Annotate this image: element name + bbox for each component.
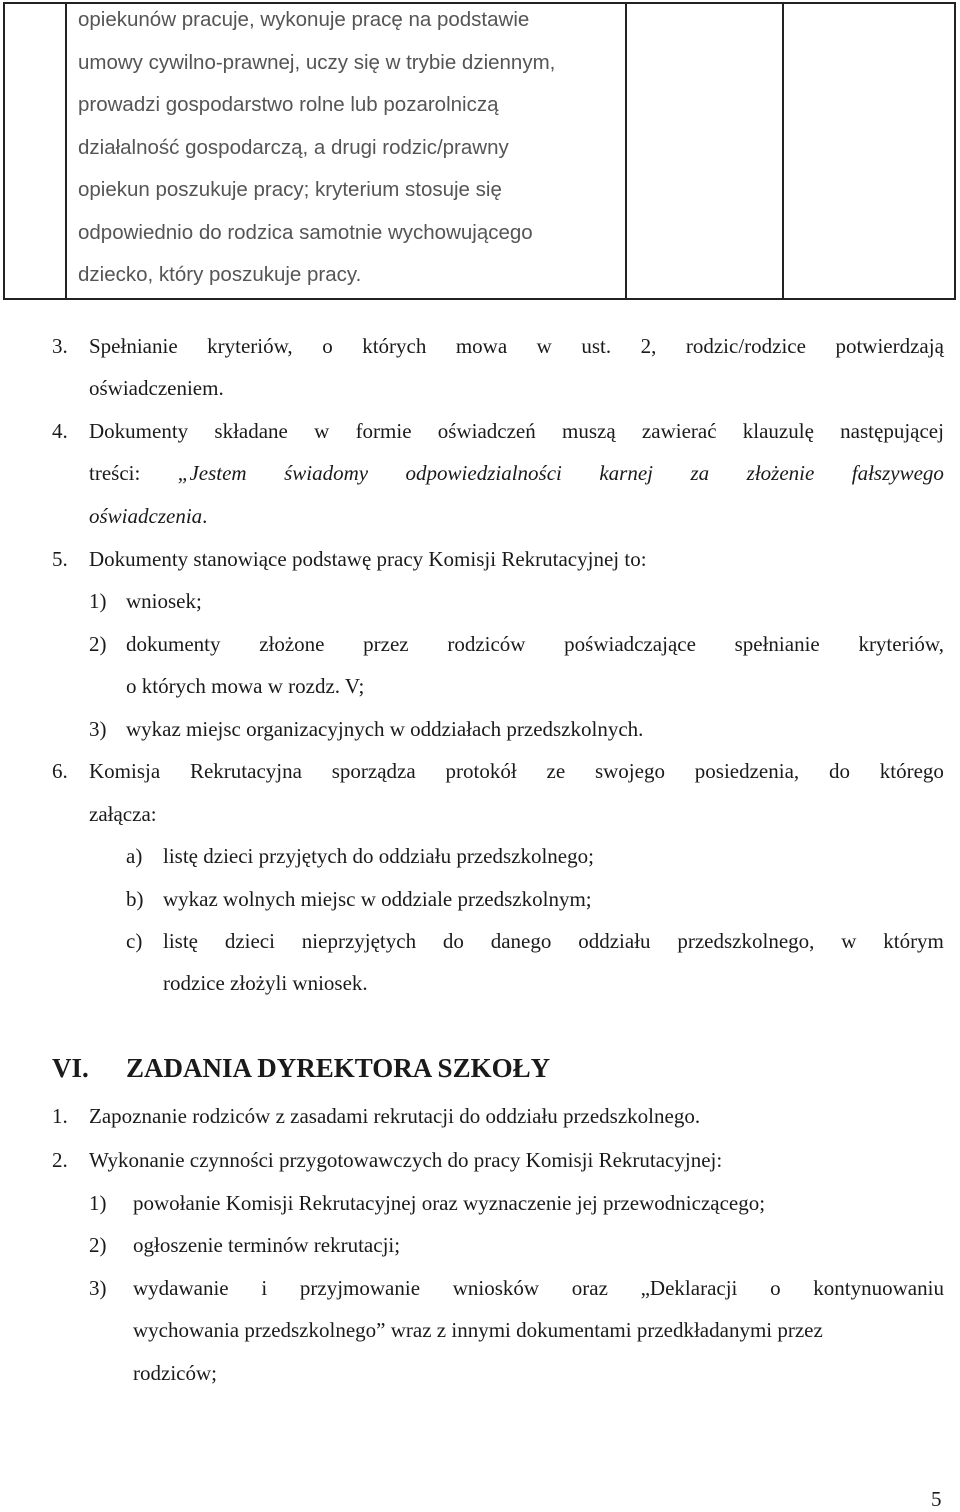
subitem-number: 1) (89, 589, 107, 613)
item-number: 3. (52, 334, 68, 358)
section-sub-3-line-1: wydawanie i przyjmowanie wniosków oraz „Deklaracji o kontynuowaniu (133, 1276, 944, 1300)
item-5-sub-2-line-1: dokumenty złożone przez rodziców poświadczające spełnianie kryteriów, (126, 632, 944, 656)
table-cell-line: opiekunów pracuje, wykonuje pracę na podstawie (78, 8, 530, 31)
section-item-2-text: Wykonanie czynności przygotowawczych do pracy Komisji Rekrutacyjnej: (89, 1148, 723, 1172)
subitem-number: 2) (89, 632, 107, 656)
section-number: VI. (52, 1053, 89, 1083)
item-6-line-2: załącza: (89, 802, 157, 826)
table-column-divider (65, 2, 67, 300)
item-5-line-1: Dokumenty stanowiące podstawę pracy Komisji Rekrutacyjnej to: (89, 547, 647, 571)
item-number: 5. (52, 547, 68, 571)
item-5-sub-2-line-2: o których mowa w rozdz. V; (126, 674, 365, 698)
table-cell-line: prowadzi gospodarstwo rolne lub pozarolniczą (78, 93, 499, 116)
subitem-text: powołanie Komisji Rekrutacyjnej oraz wyznaczenie jej przewodniczącego; (133, 1191, 766, 1215)
page-number: 5 (931, 1487, 942, 1511)
section-sub-3-line-2: wychowania przedszkolnego” wraz z innymi dokumentami przedkładanymi przez (133, 1318, 823, 1342)
item-6-sub-c-line-2: rodzice złożyli wniosek. (163, 971, 368, 995)
subitem-text: wykaz miejsc organizacyjnych w oddziałach przedszkolnych. (126, 717, 644, 741)
item-number: 1. (52, 1104, 68, 1128)
section-item-1-text: Zapoznanie rodziców z zasadami rekrutacji do oddziału przedszkolnego. (89, 1104, 701, 1128)
subitem-text: ogłoszenie terminów rekrutacji; (133, 1233, 401, 1257)
item-6-line-1: Komisja Rekrutacyjna sporządza protokół ze swojego posiedzenia, do którego (89, 759, 944, 783)
subitem-text: listę dzieci przyjętych do oddziału przedszkolnego; (163, 844, 594, 868)
subitem-number: 3) (89, 717, 107, 741)
subitem-text: wykaz wolnych miejsc w oddziale przedszkolnym; (163, 887, 592, 911)
table-cell-line: działalność gospodarczą, a drugi rodzic/prawny (78, 136, 509, 159)
table-cell-line: odpowiednio do rodzica samotnie wychowującego (78, 221, 533, 244)
table-column-divider (782, 2, 784, 300)
table-cell-line: opiekun poszukuje pracy; kryterium stosuje się (78, 178, 502, 201)
item-4-line-1: Dokumenty składane w formie oświadczeń muszą zawierać klauzulę następującej (89, 419, 944, 443)
subitem-number: 1) (89, 1191, 107, 1215)
item-number: 6. (52, 759, 68, 783)
item-4-line-2: treści: „Jestem świadomy odpowiedzialności karnej za złożenie fałszywego (89, 461, 944, 485)
item-number: 4. (52, 419, 68, 443)
subitem-text: wniosek; (126, 589, 202, 613)
table-cell-line: umowy cywilno-prawnej, uczy się w trybie dziennym, (78, 51, 556, 74)
table-column-divider (625, 2, 627, 300)
item-3-line-2: oświadczeniem. (89, 376, 224, 400)
subitem-number: 2) (89, 1233, 107, 1257)
item-4-line-3: oświadczenia. (89, 504, 208, 528)
table-cell-line: dziecko, który poszukuje pracy. (78, 263, 362, 286)
subitem-number: c) (126, 929, 143, 953)
subitem-number: a) (126, 844, 143, 868)
section-title: ZADANIA DYREKTORA SZKOŁY (126, 1053, 551, 1083)
subitem-number: b) (126, 887, 144, 911)
subitem-number: 3) (89, 1276, 107, 1300)
item-3-line-1: Spełnianie kryteriów, o których mowa w ust. 2, rodzic/rodzice potwierdzają (89, 334, 944, 358)
item-6-sub-c-line-1: listę dzieci nieprzyjętych do danego oddziału przedszkolnego, w którym (163, 929, 944, 953)
item-number: 2. (52, 1148, 68, 1172)
section-sub-3-line-3: rodziców; (133, 1361, 217, 1385)
